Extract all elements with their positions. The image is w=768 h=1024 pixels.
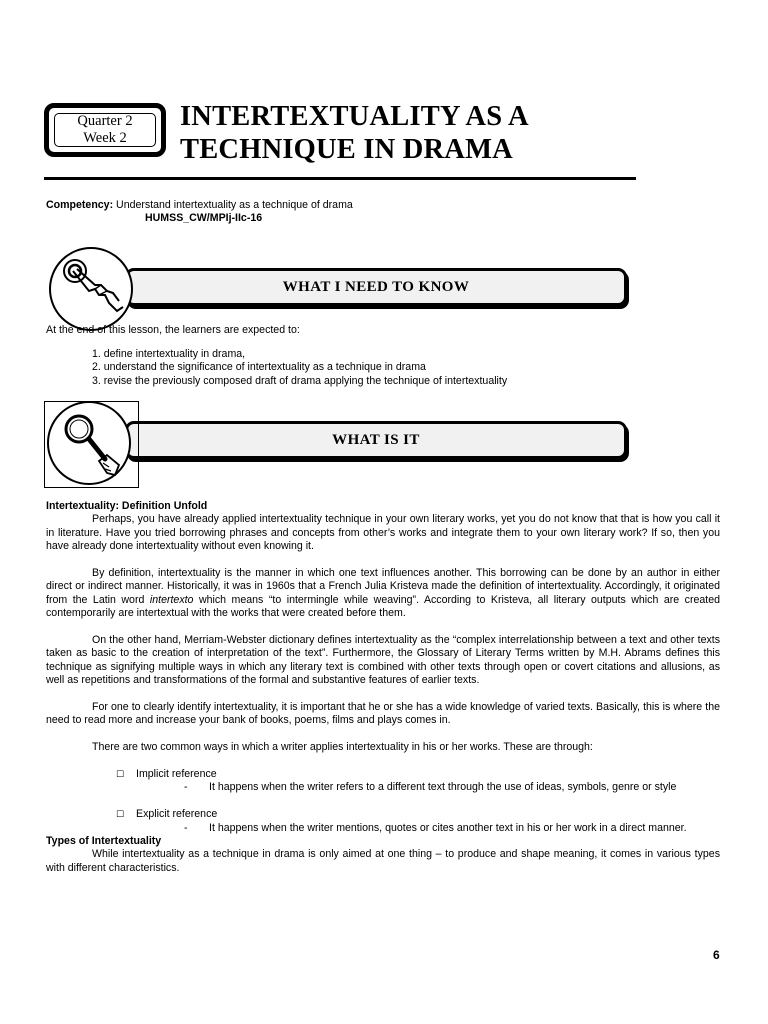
- page-title: [180, 100, 640, 166]
- checkbox-bullet-icon: ☐: [116, 769, 125, 780]
- way-label: Implicit reference: [136, 768, 217, 781]
- title-divider: [44, 177, 636, 180]
- lesson-body: [46, 500, 720, 875]
- objectives-list: [92, 348, 507, 388]
- objective-item: 1. define intertextuality in drama,: [92, 348, 246, 360]
- paragraph: There are two common ways in which a writer applies intertextuality in his or her works. These are through:: [92, 741, 593, 754]
- finger-press-icon: [49, 247, 133, 331]
- quarter-label: Quarter 2: [77, 113, 133, 129]
- subheading-types: Types of Intertextuality: [46, 835, 162, 848]
- objective-item: 3. revise the previously composed draft of drama applying the technique of intertextuality: [92, 374, 508, 387]
- quarter-week-box: [44, 103, 166, 157]
- list-item: [116, 768, 720, 781]
- way-description: - It happens when the writer mentions, quotes or cites another text in his or her work in a direct manner.: [184, 821, 687, 834]
- objective-item: 2. understand the significance of intertextuality as a technique in drama: [92, 361, 426, 374]
- what-i-need-to-know-banner: [125, 268, 627, 306]
- list-item: [116, 808, 720, 821]
- section-title: WHAT I NEED TO KNOW: [282, 278, 470, 295]
- way-label: Explicit reference: [136, 808, 218, 821]
- competency-text: Understand intertextuality as a technique of drama: [113, 199, 353, 211]
- checkbox-bullet-icon: ☐: [116, 809, 125, 820]
- paragraph: On the other hand, Merriam-Webster dictionary defines intertextuality as the “complex interrelationship between a text and other texts taken as basic to the creation of interpretation of the text”. Furthermore, the Glossary of Literary Terms written by M.H. Abrams defines this technique as signifying multiple ways in which any literary text is combined with other texts through open or covert citations and allusions, as well as repetitions and transformations of the formal and substantive features of earlier texts.: [46, 634, 720, 687]
- paragraph: While intertextuality as a technique in drama is only aimed at one thing – to produce and shape meaning, it comes in various types with different characteristics.: [46, 848, 720, 874]
- paragraph: By definition, intertextuality is the manner in which one text influences another. This borrowing can be done by an author in either direct or indirect manner. Historically, it was in 1960s that a French Julia Kristeva made the definition of intertextuality. Accordingly, it originated from the Latin word intertexto which means “to intermingle while weaving”. According to Kristeva, all literary outputs which are created contemporarily are intertextual with the works that were created before them.: [46, 567, 721, 620]
- paragraph: For one to clearly identify intertextuality, it is important that he or she has a wide knowledge of varied texts. Basically, this is where the need to read more and increase your bank of books, poems, films and plays comes in.: [46, 701, 720, 727]
- title-line-1: INTERTEXTUALITY AS A: [180, 101, 529, 132]
- paragraph: Perhaps, you have already applied intertextuality technique in your own literary works, yet you do not know that that is how you call it in literature. Have you tried borrowing phrases and concepts from other’s works and integrate them to your own literary work? If so, then you have already done intertextuality without even knowing it.: [46, 513, 720, 553]
- title-line-2: TECHNIQUE IN DRAMA: [180, 134, 513, 165]
- week-label: Week 2: [83, 130, 127, 146]
- competency-code: HUMSS_CW/MPIj-IIc-16: [145, 212, 263, 224]
- magnifying-glass-icon: [47, 401, 131, 485]
- way-description: - It happens when the writer refers to a different text through the use of ideas, symbols, genre or style: [184, 781, 677, 794]
- competency: [46, 199, 353, 212]
- subheading-definition: Intertextuality: Definition Unfold: [46, 500, 208, 512]
- competency-label: Competency:: [46, 199, 114, 211]
- what-is-it-banner: [125, 421, 627, 459]
- page-number: 6: [713, 948, 720, 962]
- objectives-intro: At the end of this lesson, the learners are expected to:: [46, 324, 300, 336]
- latin-term: intertexto: [149, 593, 194, 606]
- section-title: WHAT IS IT: [332, 431, 420, 448]
